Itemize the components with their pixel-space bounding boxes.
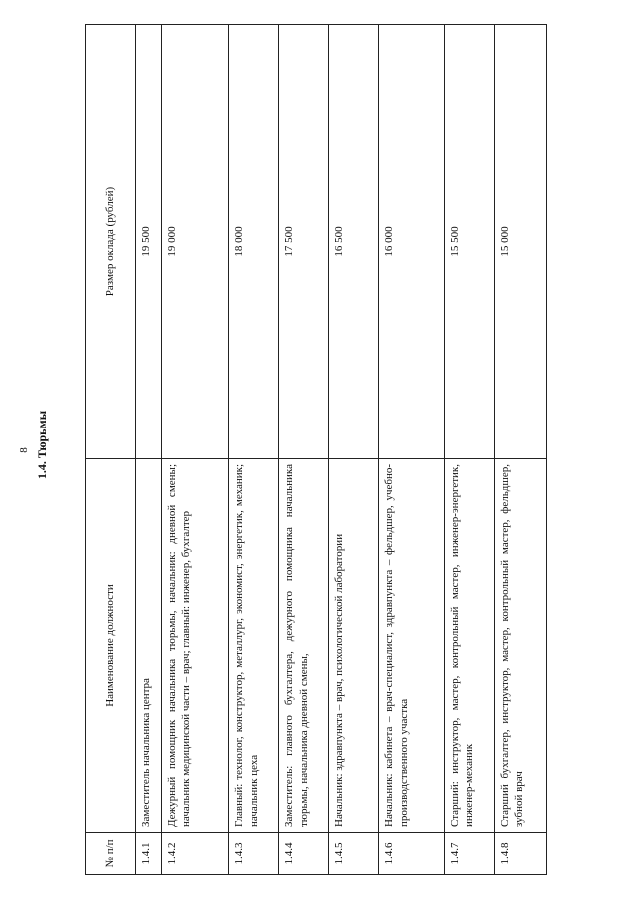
table-row (329, 25, 379, 875)
page-number: 8 (18, 447, 30, 453)
table-row (379, 25, 445, 875)
row-position: Заместитель: главного бухгалтера, дежурного помощника начальника тюрьмы, начальника дневной смены, (279, 459, 329, 833)
row-position: Старший бухгалтер, инструктор, мастер, контрольный мастер, фельдшер, зубной врач (494, 459, 546, 833)
row-position: Заместитель начальника центра (136, 459, 162, 833)
row-salary: 15 000 (494, 25, 546, 459)
row-position: Дежурный помощник начальника тюрьмы, начальник: дневной смены; начальник медицинской части – врач; главный: инженер, бухгалтер (161, 459, 229, 833)
table-row (161, 25, 229, 875)
row-salary: 19 000 (161, 25, 229, 459)
row-position: Главный: технолог, конструктор, металлург, экономист, энергетик, механик; начальник цеха (229, 459, 279, 833)
row-number: 1.4.2 (161, 833, 229, 875)
table-row (279, 25, 329, 875)
table-row (229, 25, 279, 875)
salary-table (85, 24, 547, 875)
row-salary: 19 500 (136, 25, 162, 459)
row-number: 1.4.7 (444, 833, 494, 875)
row-position: Старший: инструктор, мастер, контрольный мастер, инженер-энергетик, инженер-механик (444, 459, 494, 833)
table-row (136, 25, 162, 875)
row-number: 1.4.4 (279, 833, 329, 875)
row-salary: 16 000 (379, 25, 445, 459)
header-position: Наименование должности (86, 459, 136, 833)
header-salary: Размер оклада (рублей) (86, 25, 136, 459)
row-number: 1.4.1 (136, 833, 162, 875)
row-position: Начальник: здравпункта – врач, психологической лаборатории (329, 459, 379, 833)
section-title: 1.4. Тюрьмы (35, 410, 49, 480)
row-position: Начальник: кабинета – врач-специалист, здравпункта – фельдшер, учебно-производственного участка (379, 459, 445, 833)
table-row (494, 25, 546, 875)
row-salary: 16 500 (329, 25, 379, 459)
row-salary: 15 500 (444, 25, 494, 459)
row-number: 1.4.6 (379, 833, 445, 875)
table-header-row (86, 25, 136, 875)
row-number: 1.4.8 (494, 833, 546, 875)
table-row (444, 25, 494, 875)
row-salary: 17 500 (279, 25, 329, 459)
row-salary: 18 000 (229, 25, 279, 459)
header-number: № п/п (86, 833, 136, 875)
row-number: 1.4.5 (329, 833, 379, 875)
row-number: 1.4.3 (229, 833, 279, 875)
